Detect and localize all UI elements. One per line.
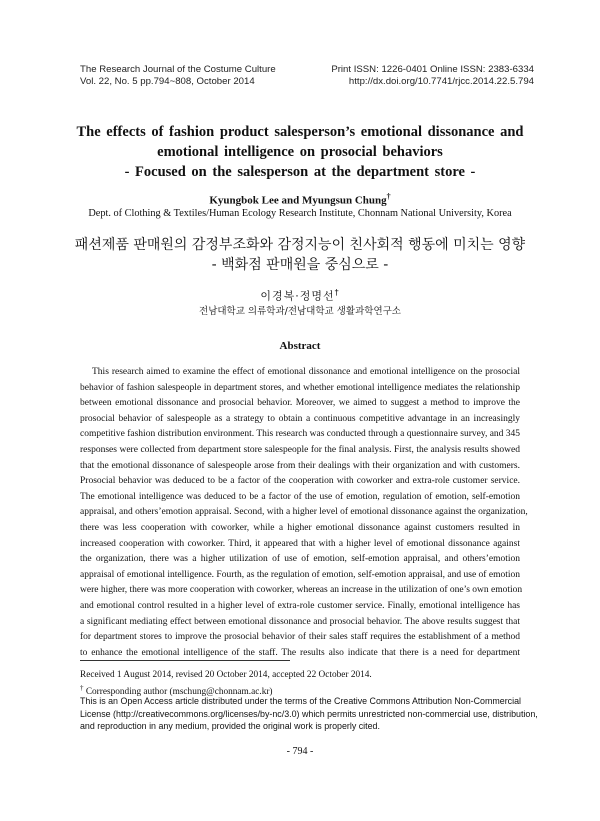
abstract-line: Prosocial behavior was deduced to be a factor of the cooperation with coworker and extra-role customer service. <box>80 476 520 487</box>
issn-text: Print ISSN: 1226-0401 Online ISSN: 2383-6334 <box>331 64 534 75</box>
author-affiliation: Dept. of Clothing & Textiles/Human Ecology Research Institute, Chonnam National University, Korea <box>88 208 512 219</box>
page-number: - 794 - <box>286 746 314 757</box>
korean-subtitle-line: - 백화점 판매원을 중심으로 - <box>211 257 389 273</box>
journal-header <box>80 64 276 88</box>
abstract-line: behavior of fashion salespeople in department stores, and whether emotional intelligence mediates the relationship <box>80 382 520 393</box>
title-line: The effects of fashion product salesperson’s emotional dissonance and <box>76 124 524 140</box>
license-line: This is an Open Access article distributed under the terms of the Creative Commons Attribution Non-Commercial <box>80 696 521 706</box>
abstract-line: the organization, there was a higher utilization of use of emotion, self-emotion appraisal, and others’emotion <box>80 554 520 565</box>
author-names-text: Kyungbok Lee and Myungsun Chung <box>209 194 387 207</box>
abstract-line: appraisal of emotional intelligence. Fourth, as the regulation of emotion, self-emotion appraisal, and use of emotion <box>80 569 520 580</box>
abstract-line: between emotional dissonance and prosocial behavior. Moreover, we aimed to suggest a method to improve the <box>80 398 520 409</box>
abstract-line: there was less cooperation with coworker, while a higher emotional dissonance against customers resulted in <box>80 522 520 533</box>
footnote-divider <box>80 660 290 661</box>
corresponding-footnote-mark: † <box>80 684 84 692</box>
abstract-line: were higher, there was more cooperation with coworker, whereas an increase in the utilization of one’s own emotion <box>80 585 523 596</box>
abstract-line: competitive fashion distribution environment. This research was conducted through a questionnaire survey, and 345 <box>80 429 521 440</box>
journal-volume: Vol. 22, No. 5 pp.794~808, October 2014 <box>80 76 255 87</box>
corresponding-mark: † <box>386 192 391 201</box>
korean-author-names <box>0 286 600 304</box>
license-line: and reproduction in any medium, provided the original work is properly cited. <box>80 721 380 731</box>
abstract-line: appraisal, and others’emotion appraisal. Second, with a higher level of emotional dissonance against the organization, <box>80 507 528 518</box>
journal-name: The Research Journal of the Costume Culture <box>80 64 276 75</box>
corresponding-author-text: Corresponding author (mschung@chonnam.ac.kr) <box>85 687 273 698</box>
author-names <box>0 190 600 208</box>
license-notice <box>80 695 538 733</box>
abstract-line: and emotional control resulted in a higher level of extra-role customer service. Finally, emotional intelligence has <box>80 600 520 611</box>
abstract-line: The emotional intelligence was deduced to be a factor of the use of emotion, regulation of emotion, self-emotion <box>80 491 520 502</box>
abstract-line: a significant mediating effect between emotional dissonance and prosocial behavior. The above results suggest that <box>80 616 520 627</box>
abstract-line: that the emotional dissonance of salespeople arose from their dealings with their organization and with customers. <box>80 460 520 471</box>
abstract-line: prosocial behavior of salespeople as a strategy to obtain a continuous competitive advantage in an increasingly <box>80 413 520 424</box>
korean-affiliation: 전남대학교 의류학과/전남대학교 생활과학연구소 <box>199 306 401 317</box>
abstract-heading: Abstract <box>279 340 321 352</box>
abstract-line: increased cooperation with coworker. Third, it appeared that with a higher level of emotional dissonance against <box>80 538 520 549</box>
doi-link[interactable]: http://dx.doi.org/10.7741/rjcc.2014.22.5.794 <box>348 76 534 87</box>
abstract-line: responses were collected from department store salespeople for the final analysis. First, the analysis results showed <box>80 444 520 455</box>
korean-author-names-text: 이경복·정명선 <box>260 289 335 303</box>
abstract-line: for department stores to improve the prosocial behavior of their sales staff requires the establishment of a method <box>80 632 520 643</box>
abstract-body <box>80 365 528 661</box>
issn-header <box>331 64 534 88</box>
abstract-line: This research aimed to examine the effect of emotional dissonance and emotional intelligence on the prosocial <box>92 367 520 377</box>
korean-title-line: 패션제품 판매원의 감정부조화와 감정지능이 친사회적 행동에 미치는 영향 <box>74 237 526 253</box>
korean-corresponding-mark: † <box>334 288 340 297</box>
paper-title <box>60 122 540 182</box>
received-dates: Received 1 August 2014, revised 20 October 2014, accepted 22 October 2014. <box>80 670 372 680</box>
license-line: License (http://creativecommons.org/licenses/by-nc/3.0) which permits unrestricted non-commercial use, distribution, <box>80 708 538 719</box>
abstract-line: to enhance the emotional intelligence of the staff. The results also indicate that there is a need for department <box>80 647 520 658</box>
korean-title <box>0 235 600 275</box>
title-line: emotional intelligence on prosocial behaviors <box>157 144 443 160</box>
subtitle-line: - Focused on the salesperson at the department store - <box>124 164 476 180</box>
